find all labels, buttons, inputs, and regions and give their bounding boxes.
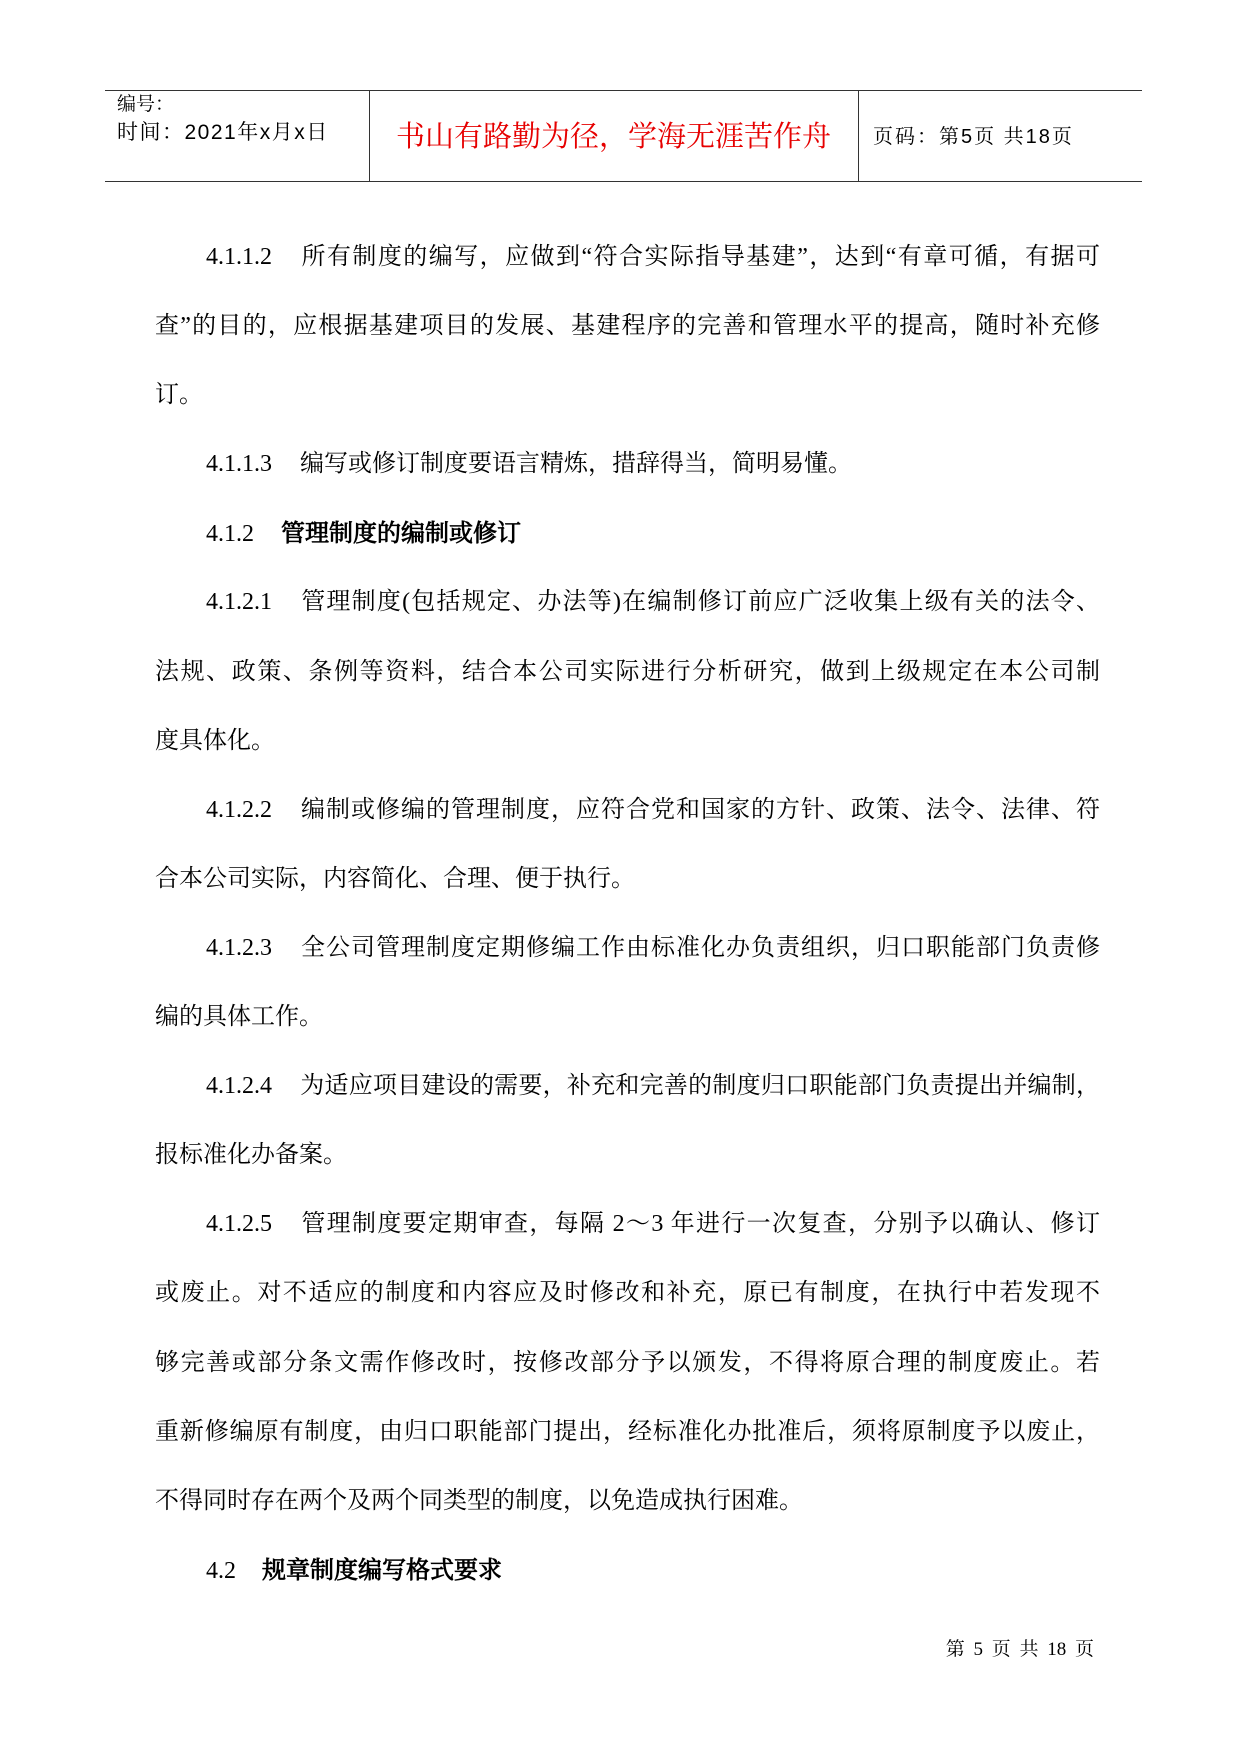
paragraph-text: 为适应项目建设的需要，补充和完善的制度归口职能部门负责提出并编制， bbox=[300, 1073, 1100, 1100]
time-label: 时间：2021年x月x日 bbox=[117, 121, 329, 144]
paragraph-text: 管理制度(包括规定、办法等)在编制修订前应广泛收集上级有关的法令、 bbox=[300, 589, 1100, 616]
section-heading bbox=[155, 1536, 1100, 1605]
clause-number: 4.1.1.2 bbox=[206, 244, 272, 270]
paragraph-line bbox=[155, 1398, 1100, 1467]
paragraph-line bbox=[155, 914, 1100, 983]
paragraph-text: 重新修编原有制度，由归口职能部门提出，经标准化办批准后，须将原制度予以废止， bbox=[155, 1418, 1100, 1445]
clause-paragraph bbox=[155, 1052, 1100, 1190]
paragraph-line bbox=[155, 638, 1100, 707]
section-heading bbox=[155, 499, 1100, 568]
paragraph-text: 或废止。对不适应的制度和内容应及时修改和补充，原已有制度，在执行中若发现不 bbox=[155, 1280, 1100, 1307]
clause-paragraph bbox=[155, 430, 1100, 499]
clause-number: 4.1.1.3 bbox=[206, 451, 272, 478]
paragraph-line bbox=[155, 1190, 1100, 1259]
clause-paragraph bbox=[155, 568, 1100, 775]
paragraph-text: 编制或修编的管理制度，应符合党和国家的方针、政策、法令、法律、符 bbox=[300, 796, 1100, 823]
header-top-rule bbox=[105, 90, 1142, 91]
paragraph-line bbox=[155, 845, 1100, 914]
paragraph-text: 查”的目的，应根据基建项目的发展、基建程序的完善和管理水平的提高，随时补充修 bbox=[155, 313, 1100, 340]
header-page-info: 页码：第5页 共18页 bbox=[873, 126, 1074, 148]
paragraph-line bbox=[155, 430, 1100, 499]
page-footer: 第 5 页 共 18 页 bbox=[945, 1639, 1094, 1660]
paragraph-line bbox=[155, 1467, 1100, 1536]
clause-number: 4.1.2.4 bbox=[206, 1073, 272, 1100]
clause-paragraph bbox=[155, 223, 1100, 430]
document-body bbox=[155, 223, 1100, 1605]
paragraph-text: 法规、政策、条例等资料，结合本公司实际进行分析研究，做到上级规定在本公司制 bbox=[155, 658, 1100, 685]
paragraph-line bbox=[155, 361, 1100, 430]
section-title: 规章制度编写格式要求 bbox=[262, 1556, 502, 1584]
section-title: 管理制度的编制或修订 bbox=[281, 520, 521, 548]
paragraph-text: 不得同时存在两个及两个同类型的制度，以免造成执行困难。 bbox=[155, 1487, 803, 1514]
paragraph-line bbox=[155, 292, 1100, 361]
paragraph-text: 编的具体工作。 bbox=[155, 1004, 323, 1031]
paragraph-line bbox=[155, 776, 1100, 845]
header-divider-right bbox=[858, 90, 859, 182]
paragraph-text: 全公司管理制度定期修编工作由标准化办负责组织，归口职能部门负责修 bbox=[300, 934, 1100, 961]
paragraph-line bbox=[155, 1052, 1100, 1121]
paragraph-line bbox=[155, 707, 1100, 776]
clause-number: 4.1.2.5 bbox=[206, 1211, 272, 1238]
paragraph-text: 报标准化办备案。 bbox=[155, 1142, 347, 1169]
header-bottom-rule bbox=[105, 181, 1142, 182]
clause-paragraph bbox=[155, 1190, 1100, 1535]
paragraph-text: 编写或修订制度要语言精炼，措辞得当，简明易懂。 bbox=[300, 451, 852, 478]
clause-paragraph bbox=[155, 914, 1100, 1052]
paragraph-text: 够完善或部分条文需作修改时，按修改部分予以颁发，不得将原合理的制度废止。若 bbox=[155, 1349, 1100, 1376]
clause-number: 4.1.2.2 bbox=[206, 796, 272, 823]
paragraph-text: 订。 bbox=[155, 382, 203, 409]
section-number: 4.1.2 bbox=[206, 521, 254, 548]
paragraph-line bbox=[155, 983, 1100, 1052]
paragraph-line bbox=[155, 1259, 1100, 1328]
paragraph-line bbox=[155, 1329, 1100, 1398]
paragraph-line bbox=[155, 223, 1100, 292]
paragraph-text: 管理制度要定期审查，每隔 2～3 年进行一次复查，分别予以确认、修订 bbox=[300, 1211, 1100, 1238]
serial-number-label: 编号： bbox=[117, 94, 175, 115]
clause-number: 4.1.2.1 bbox=[206, 589, 272, 616]
paragraph-text: 度具体化。 bbox=[155, 727, 275, 754]
paragraph-line bbox=[155, 568, 1100, 637]
paragraph-line bbox=[155, 1121, 1100, 1190]
paragraph-text: 所有制度的编写，应做到“符合实际指导基建”，达到“有章可循，有据可 bbox=[300, 244, 1100, 270]
header-motto: 书山有路勤为径，学海无涯苦作舟 bbox=[395, 121, 831, 153]
clause-number: 4.1.2.3 bbox=[206, 934, 272, 961]
section-number: 4.2 bbox=[206, 1557, 236, 1584]
paragraph-text: 合本公司实际，内容简化、合理、便于执行。 bbox=[155, 865, 635, 892]
clause-paragraph bbox=[155, 776, 1100, 914]
